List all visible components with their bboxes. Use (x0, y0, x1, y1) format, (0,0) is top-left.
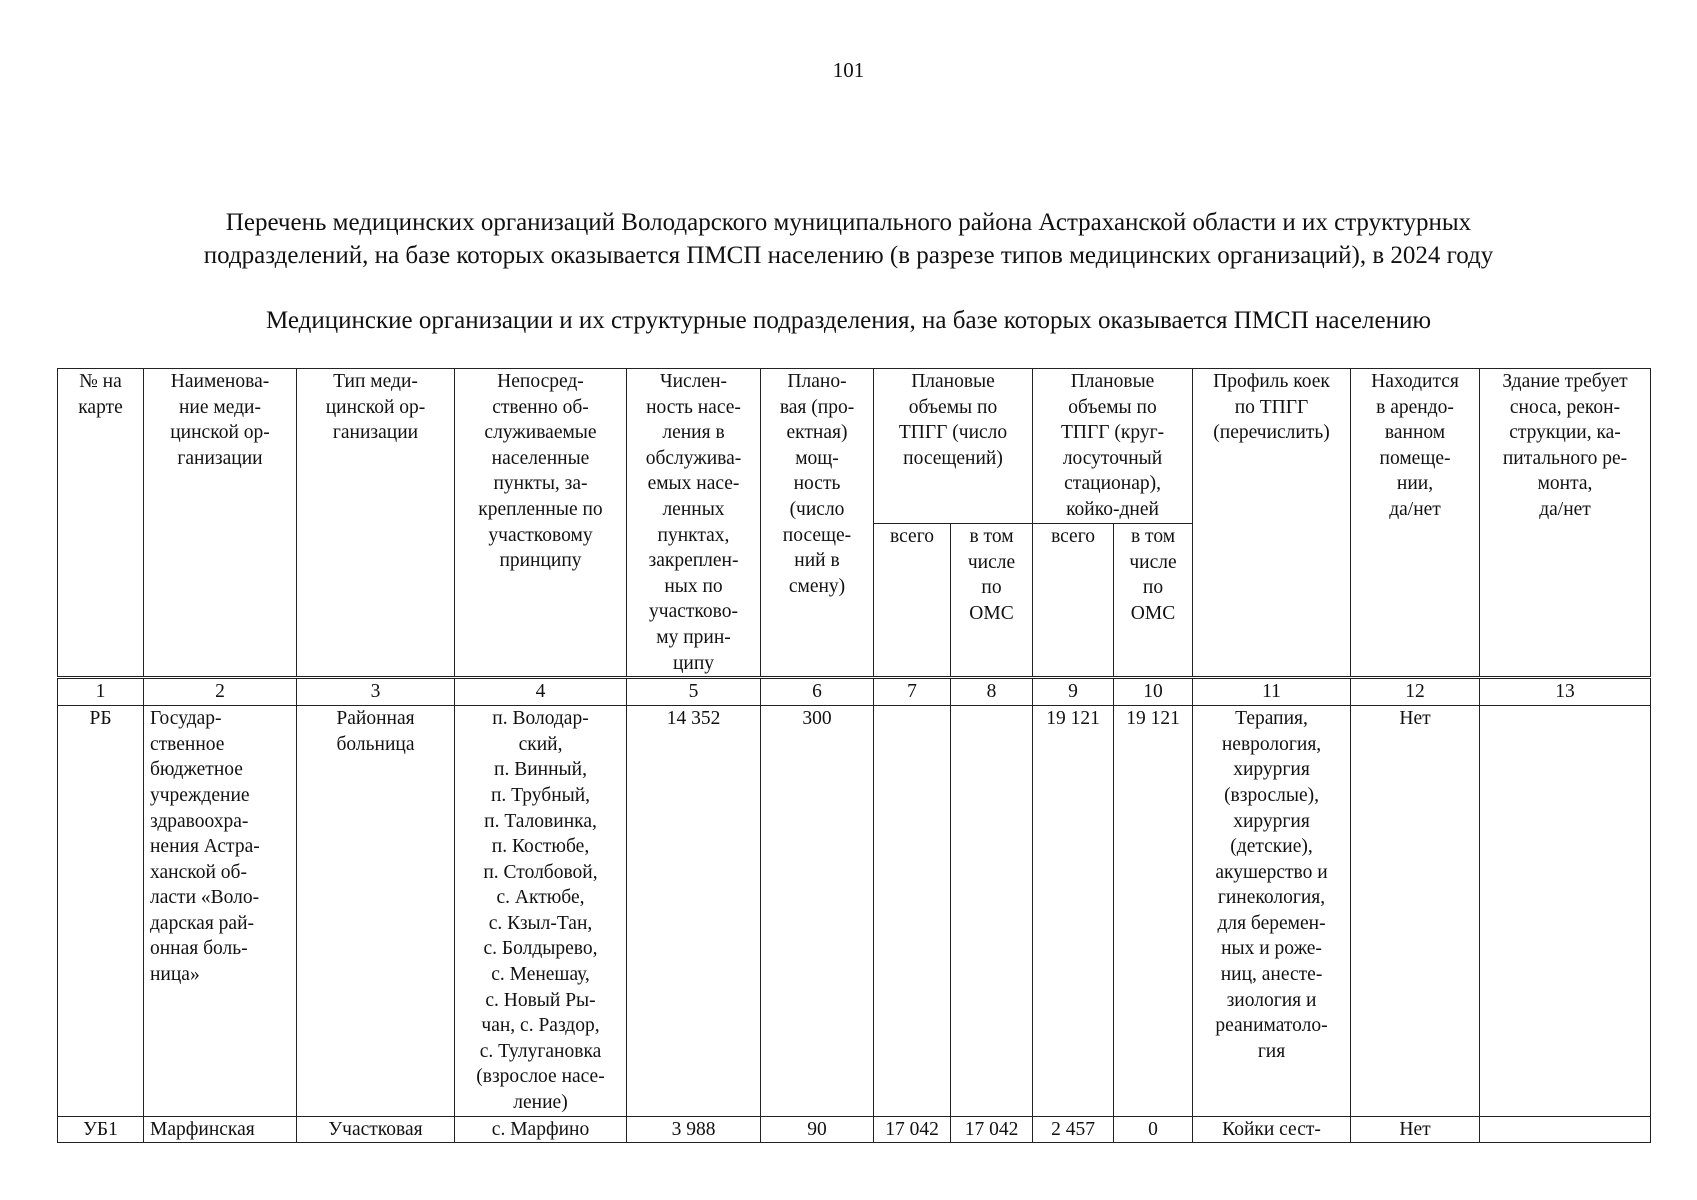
organizations-table (57, 368, 1651, 1143)
column-number: 5 (627, 678, 761, 706)
cell-building-repair (1480, 1116, 1651, 1143)
header-organization-type: Тип меди- цинской ор- ганизации (297, 369, 455, 678)
table-row (58, 1116, 1651, 1143)
document-title-line-1: Перечень медицинских организаций Володарского муниципального района Астраханской области и их структурных (225, 209, 1472, 236)
header-map-number: № на карте (58, 369, 144, 678)
cell-served-settlements: п. Володар- ский, п. Винный, п. Трубный, п. Таловинка, п. Костюбе, п. Столбовой, с. Актюбе, с. Кзыл-Тан, с. Болдырево, с. Менешау, с. Новый Ры- чан, с. Раздор, с. Тулугановка (взрослое насе- ление) (455, 706, 627, 1117)
cell-bed-profile: Койки сест- (1193, 1116, 1351, 1143)
column-number: 11 (1193, 678, 1351, 706)
cell-organization-type: Участковая (297, 1116, 455, 1143)
header-visits-oms: в том числе по ОМС (951, 524, 1033, 678)
cell-visits-oms (951, 706, 1033, 1117)
column-number: 12 (1351, 678, 1480, 706)
cell-served-settlements: с. Марфино (455, 1116, 627, 1143)
column-number: 8 (951, 678, 1033, 706)
column-number: 13 (1480, 678, 1651, 706)
column-number: 3 (297, 678, 455, 706)
cell-building-repair (1480, 706, 1651, 1117)
header-building-repair: Здание требует сноса, рекон- струкции, ка- питального ре- монта, да/нет (1480, 369, 1651, 678)
header-planned-visits: Плановые объемы по ТПГГ (число посещений) (874, 369, 1033, 524)
document-title-line-2: подразделений, на базе которых оказывается ПМСП населению (в разрезе типов медицинских организаций), в 2024 году (203, 242, 1494, 269)
column-number: 9 (1033, 678, 1114, 706)
header-beds-total: всего (1033, 524, 1114, 678)
document-title (0, 206, 1697, 272)
column-number-row (58, 678, 1651, 706)
header-row-1 (58, 369, 1651, 524)
header-planned-bed-days: Плановые объемы по ТПГГ (круг- лосуточный стационар), койко-дней (1033, 369, 1193, 524)
column-number: 6 (761, 678, 874, 706)
cell-population: 3 988 (627, 1116, 761, 1143)
cell-visits-oms: 17 042 (951, 1116, 1033, 1143)
cell-organization-type: Районная больница (297, 706, 455, 1117)
header-capacity: Плано- вая (про- ектная) мощ- ность (число посеще- ний в смену) (761, 369, 874, 678)
header-population: Числен- ность насе- ления в обслужива- емых насе- ленных пунктах, закреплен- ных по участково- му прин- ципу (627, 369, 761, 678)
cell-organization-name: Государ- ственное бюджетное учреждение здравоохра- нения Астра- ханской об- ласти «Воло- дарская рай- онная боль- ница» (144, 706, 297, 1117)
cell-visits-total: 17 042 (874, 1116, 951, 1143)
table-caption: Медицинские организации и их структурные подразделения, на базе которых оказывается ПМСП населению (265, 307, 1432, 334)
table-row (58, 706, 1651, 1117)
column-number: 1 (58, 678, 144, 706)
cell-organization-name: Марфинская (144, 1116, 297, 1143)
cell-rented-premises: Нет (1351, 706, 1480, 1117)
column-number: 2 (144, 678, 297, 706)
cell-beds-oms: 0 (1114, 1116, 1193, 1143)
column-number: 4 (455, 678, 627, 706)
cell-visits-total (874, 706, 951, 1117)
cell-population: 14 352 (627, 706, 761, 1117)
cell-capacity: 90 (761, 1116, 874, 1143)
header-rented-premises: Находится в арендо- ванном помеще- нии, да/нет (1351, 369, 1480, 678)
column-number: 10 (1114, 678, 1193, 706)
cell-beds-oms: 19 121 (1114, 706, 1193, 1117)
header-served-settlements: Непосред- ственно об- служиваемые населенные пункты, за- крепленные по участковому принципу (455, 369, 627, 678)
column-number: 7 (874, 678, 951, 706)
header-beds-oms: в том числе по ОМС (1114, 524, 1193, 678)
cell-bed-profile: Терапия, неврология, хирургия (взрослые), хирургия (детские), акушерство и гинекология, для беремен- ных и роже- ниц, анесте- зиология и реаниматоло- гия (1193, 706, 1351, 1117)
cell-map-number: УБ1 (58, 1116, 144, 1143)
cell-beds-total: 2 457 (1033, 1116, 1114, 1143)
page-number: 101 (832, 58, 865, 82)
cell-rented-premises: Нет (1351, 1116, 1480, 1143)
header-bed-profile: Профиль коек по ТПГГ (перечислить) (1193, 369, 1351, 678)
header-organization-name: Наименова- ние меди- цинской ор- ганизации (144, 369, 297, 678)
cell-capacity: 300 (761, 706, 874, 1117)
cell-beds-total: 19 121 (1033, 706, 1114, 1117)
cell-map-number: РБ (58, 706, 144, 1117)
header-visits-total: всего (874, 524, 951, 678)
